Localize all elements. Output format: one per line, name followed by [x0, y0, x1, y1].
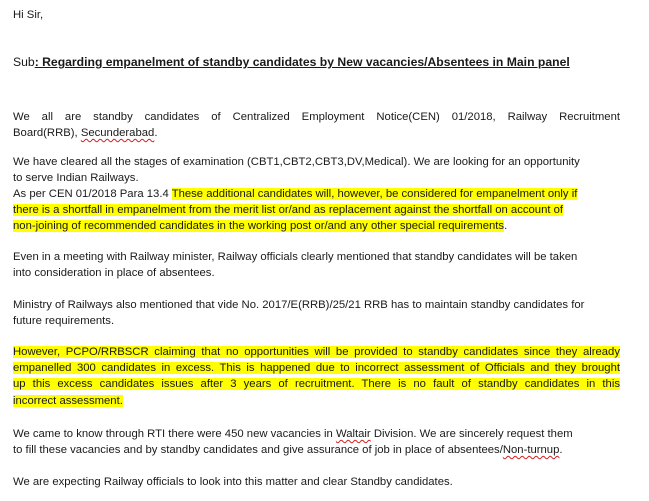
- para2-line1: We have cleared all the stages of examination (CBT1,CBT2,CBT3,DV,Medical). We are looking for an opportunity: [13, 156, 580, 168]
- para1-text: Board(RRB),: [13, 127, 81, 139]
- para6-line3: up this excess candidates issues after 3 years of recruitment. There is no fault of standby candidates in this: [13, 378, 620, 390]
- para7-line1: [13, 428, 573, 440]
- para1-end: .: [154, 127, 158, 139]
- para1-line2: [13, 127, 157, 139]
- para7-end: .: [559, 444, 563, 456]
- para3-line3: [13, 220, 507, 232]
- para7-line2: [13, 444, 563, 456]
- spellcheck-word: Secunderabad: [80, 127, 155, 139]
- highlighted-text: incorrect assessment.: [13, 395, 123, 407]
- para4-line1: Even in a meeting with Railway minister, Railway officials clearly mentioned that standby candidates will be taken: [13, 251, 578, 263]
- para6-line4: [13, 395, 123, 407]
- para1-line1: We all are standby candidates of Centralized Employment Notice(CEN) 01/2018, Railway Recruitment: [13, 111, 620, 123]
- para3-line1: [13, 188, 577, 200]
- para8-line1: We are expecting Railway officials to look into this matter and clear Standby candidates.: [13, 476, 453, 488]
- para7-text-2: Division. We are sincerely request them: [370, 428, 573, 440]
- para6-line2: empanelled 300 candidates in excess. This is happened due to incorrect assessment of Officials and they brought: [13, 362, 620, 374]
- para7-text-3: to fill these vacancies and by standby candidates and give assurance of job in place of absentees/: [13, 444, 503, 456]
- highlighted-quote: non-joining of recommended candidates in the working post or/and any other special requirements: [13, 220, 505, 232]
- para7-text: We came to know through RTI there were 450 new vacancies in: [13, 428, 336, 440]
- para5-line2: future requirements.: [13, 315, 115, 327]
- highlighted-quote: These additional candidates will, however, be considered for empanelment only if: [171, 188, 578, 200]
- spellcheck-word: Waltair: [335, 428, 371, 440]
- subject-prefix: Sub: [13, 55, 35, 69]
- para2-line2: to serve Indian Railways.: [13, 172, 139, 184]
- highlighted-quote: there is a shortfall in empanelment from the merit list or/and as replacement against the shortfall on account of: [13, 204, 564, 216]
- para6-line1: However, PCPO/RRBSCR claiming that no opportunities will be provided to standby candidates since they already: [13, 346, 620, 358]
- para4-line2: into consideration in place of absentees.: [13, 267, 215, 279]
- para3-ref: As per CEN 01/2018 Para 13.4: [13, 188, 172, 200]
- para3-end: .: [504, 220, 508, 232]
- para5-line1: Ministry of Railways also mentioned that vide No. 2017/E(RRB)/25/21 RRB has to maintain standby candidates for: [13, 299, 585, 311]
- para3-line2: [13, 204, 563, 216]
- subject-title: : Regarding empanelment of standby candidates by New vacancies/Absentees in Main panel: [34, 55, 570, 69]
- subject-line: [13, 55, 570, 69]
- spellcheck-word: Non-turnup: [502, 444, 560, 456]
- greeting: Hi Sir,: [13, 9, 44, 21]
